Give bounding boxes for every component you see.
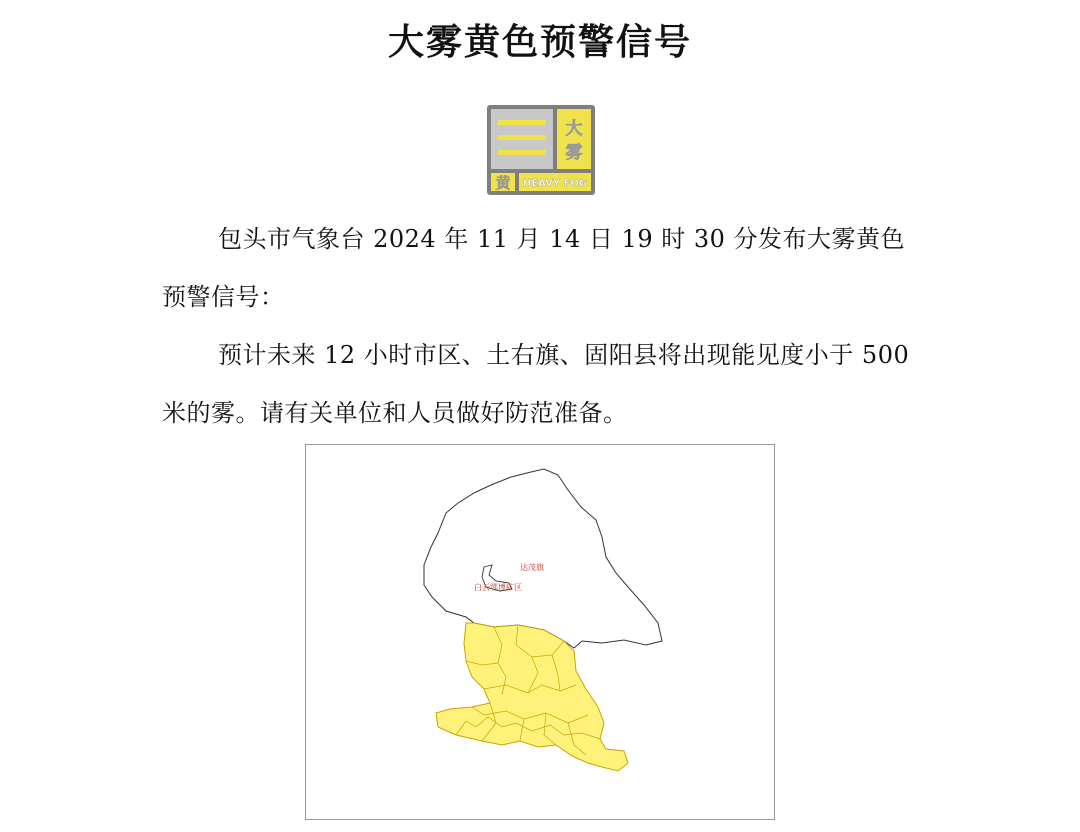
- map-region-warning: [436, 623, 628, 771]
- signal-level-char: 黄: [495, 174, 511, 192]
- forecast-paragraph: 预计未来 12 小时市区、土右旗、固阳县将出现能见度小于 500 米的雾。请有关单位和人员做好防范准备。: [162, 341, 910, 427]
- map-region-north: [424, 469, 662, 648]
- announcement-paragraph: 包头市气象台 2024 年 11 月 14 日 19 时 30 分发布大雾黄色预警信号：: [162, 225, 906, 311]
- map-label-baiyun: 白云鄂博矿区: [474, 583, 522, 592]
- warning-area-map: [305, 444, 775, 820]
- map-label-darhan: 达茂旗: [520, 563, 544, 572]
- page-title: 大雾黄色预警信号: [387, 22, 692, 63]
- signal-char-top: 大: [565, 119, 583, 139]
- heavy-fog-yellow-signal-icon: [486, 104, 596, 196]
- signal-char-bottom: 雾: [565, 143, 583, 163]
- signal-english-label: HEAVY FOG: [522, 178, 588, 189]
